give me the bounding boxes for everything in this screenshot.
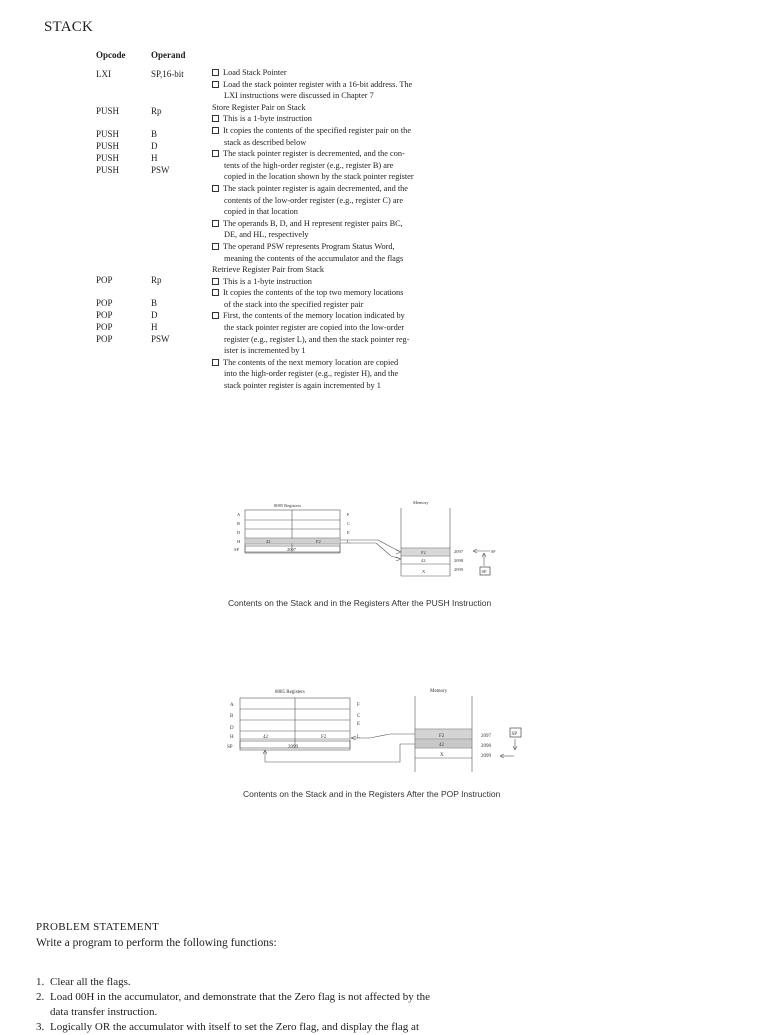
register-grid (240, 698, 350, 748)
register-label: L (347, 539, 350, 544)
operand-cell: PSW (151, 165, 170, 175)
operand-cell: H (151, 153, 158, 163)
list-item-continuation: data transfer instruction. (50, 1006, 158, 1018)
register-label: B (230, 714, 234, 719)
register-label: B (237, 521, 241, 526)
operand-cell: PSW (151, 334, 170, 344)
register-label: SP (234, 547, 240, 552)
registers-label: 8085 Registers (274, 503, 301, 508)
memory-value: X (422, 569, 426, 574)
desc-line: copied in the location shown by the stack pointer register (224, 172, 414, 182)
memory-address: 2098 (454, 558, 463, 563)
memory-address: 2097 (481, 734, 491, 739)
register-label: H (230, 735, 234, 740)
opcode-cell: POP (96, 310, 113, 320)
operand-cell: B (151, 129, 158, 139)
instruction-descriptions (212, 67, 462, 392)
memory-value: X (440, 753, 444, 758)
desc-line: ister is incremented by 1 (224, 346, 306, 356)
operand-cell: Rp (151, 106, 162, 116)
checkbox-bullet-icon (212, 312, 219, 319)
checkbox-bullet-icon (212, 220, 219, 227)
desc-line: DE, and HL, respectively (224, 230, 309, 240)
checkbox-bullet-icon (212, 115, 219, 122)
checkbox-bullet-icon (212, 359, 219, 366)
desc-line: Load Stack Pointer (212, 67, 462, 79)
opcode-cell: PUSH (96, 106, 120, 116)
memory-address: 2097 (454, 549, 463, 554)
desc-line: meaning the contents of the accumulator and the flags (224, 253, 404, 263)
memory-value: 42 (439, 743, 444, 748)
desc-line: contents of the low-order register (e.g., register C) are (224, 195, 404, 205)
register-label: SP (227, 745, 233, 750)
problem-heading: PROBLEM STATEMENT (36, 921, 160, 933)
memory-value: 42 (421, 558, 426, 563)
sp-pointer-label: SP (491, 549, 496, 554)
problem-list (36, 975, 736, 1035)
register-label: F (347, 512, 350, 517)
desc-line: The stack pointer register is again decremented, and the (212, 183, 462, 195)
desc-line: The operand PSW represents Program Status Word, (212, 241, 462, 253)
pop-stack-diagram (220, 682, 530, 782)
checkbox-bullet-icon (212, 243, 219, 250)
opcode-header: Opcode (96, 50, 126, 60)
opcode-cell: POP (96, 322, 113, 332)
opcode-cell: POP (96, 275, 113, 285)
desc-line: The operands B, D, and H represent register pairs BC, (212, 218, 462, 230)
memory-address: 2098 (481, 744, 491, 749)
desc-line: It copies the contents of the top two memory locations (212, 287, 462, 299)
register-label: L (357, 735, 361, 740)
desc-line: The contents of the next memory location are copied (212, 357, 462, 369)
list-item: 3. Logically OR the accumulator with itself to set the Zero flag, and display the flag at (36, 1021, 419, 1033)
register-label: D (237, 530, 241, 535)
desc-line: tents of the high-order register (e.g., register B) are (224, 160, 394, 170)
register-label: E (357, 722, 361, 727)
register-label: F (357, 703, 360, 708)
memory-label: Memory (413, 500, 429, 505)
desc-line: First, the contents of the memory location indicated by (212, 310, 462, 322)
memory-label: Memory (430, 689, 448, 694)
h-register-value: 42 (266, 539, 271, 544)
sp-pointer-arrow (500, 739, 517, 758)
desc-line: LXI instructions were discussed in Chapter 7 (224, 91, 374, 101)
register-label: C (357, 714, 361, 719)
h-register-value: 42 (263, 735, 268, 740)
list-item: 2. Load 00H in the accumulator, and demonstrate that the Zero flag is not affected by the (36, 991, 430, 1003)
operand-cell: SP,16-bit (151, 69, 184, 79)
opcode-cell: POP (96, 298, 113, 308)
desc-line: of the stack into the specified register pair (224, 299, 364, 309)
opcode-cell: POP (96, 334, 113, 344)
pop-diagram-caption: Contents on the Stack and in the Registers After the POP Instruction (243, 789, 501, 799)
memory-address: 2099 (454, 567, 463, 572)
desc-line: the stack pointer register are copied into the low-order (224, 323, 405, 333)
register-label: D (230, 726, 234, 731)
opcode-cell: PUSH (96, 141, 120, 151)
desc-line: This is a 1-byte instruction (212, 113, 462, 125)
l-register-value: F2 (321, 735, 327, 740)
operand-cell: B (151, 298, 158, 308)
l-register-value: F2 (316, 539, 321, 544)
memory-value: F2 (421, 550, 426, 555)
desc-line: Store Register Pair on Stack (212, 102, 306, 112)
register-label: E (347, 530, 350, 535)
push-diagram-caption: Contents on the Stack and in the Registers After the PUSH Instruction (228, 598, 492, 608)
desc-line: register (e.g., register L), and then the stack pointer reg- (224, 334, 410, 344)
list-item: 1. Clear all the flags. (36, 976, 131, 988)
desc-line: stack pointer register is again incremented by 1 (224, 381, 381, 391)
checkbox-bullet-icon (212, 278, 219, 285)
registers-label: 8085 Registers (275, 690, 305, 695)
sp-pointer-arrow (473, 549, 490, 566)
opcode-cell: LXI (96, 69, 111, 79)
checkbox-bullet-icon (212, 150, 219, 157)
sp-tag-label: SP (511, 732, 518, 737)
desc-line: It copies the contents of the specified register pair on the (212, 125, 462, 137)
checkbox-bullet-icon (212, 69, 219, 76)
transfer-arrows (340, 540, 401, 561)
desc-line: Retrieve Register Pair from Stack (212, 265, 324, 275)
operand-header: Operand (151, 50, 186, 60)
opcode-cell: PUSH (96, 153, 120, 163)
register-label: H (237, 539, 241, 544)
operand-cell: H (151, 322, 158, 332)
memory-stack (401, 508, 450, 576)
desc-line: copied in that location (224, 207, 298, 217)
checkbox-bullet-icon (212, 289, 219, 296)
desc-line: Load the stack pointer register with a 16-bit address. The (212, 79, 462, 91)
opcode-cell: PUSH (96, 129, 120, 139)
desc-line: This is a 1-byte instruction (212, 276, 462, 288)
register-label: C (347, 521, 351, 526)
problem-intro: Write a program to perform the following functions: (36, 937, 277, 949)
sp-register-value: 2099 (288, 745, 298, 750)
hl-highlight (246, 539, 339, 544)
desc-line: The stack pointer register is decremented, and the con- (212, 148, 462, 160)
sp-register-value: 2097 (287, 547, 296, 552)
push-stack-diagram (228, 496, 508, 586)
operand-cell: Rp (151, 275, 162, 285)
desc-line: into the high-order register (e.g., register H), and the (224, 369, 399, 379)
sp-tag-label: SP (481, 569, 487, 574)
operand-cell: D (151, 141, 158, 151)
checkbox-bullet-icon (212, 81, 219, 88)
page-title: STACK (44, 19, 93, 35)
operand-cell: D (151, 310, 158, 320)
register-label: A (230, 703, 234, 708)
opcode-cell: PUSH (96, 165, 120, 175)
desc-line: stack as described below (224, 137, 307, 147)
register-label: A (237, 512, 241, 517)
checkbox-bullet-icon (212, 127, 219, 134)
memory-value: F2 (439, 734, 445, 739)
checkbox-bullet-icon (212, 185, 219, 192)
memory-address: 2099 (481, 754, 491, 759)
